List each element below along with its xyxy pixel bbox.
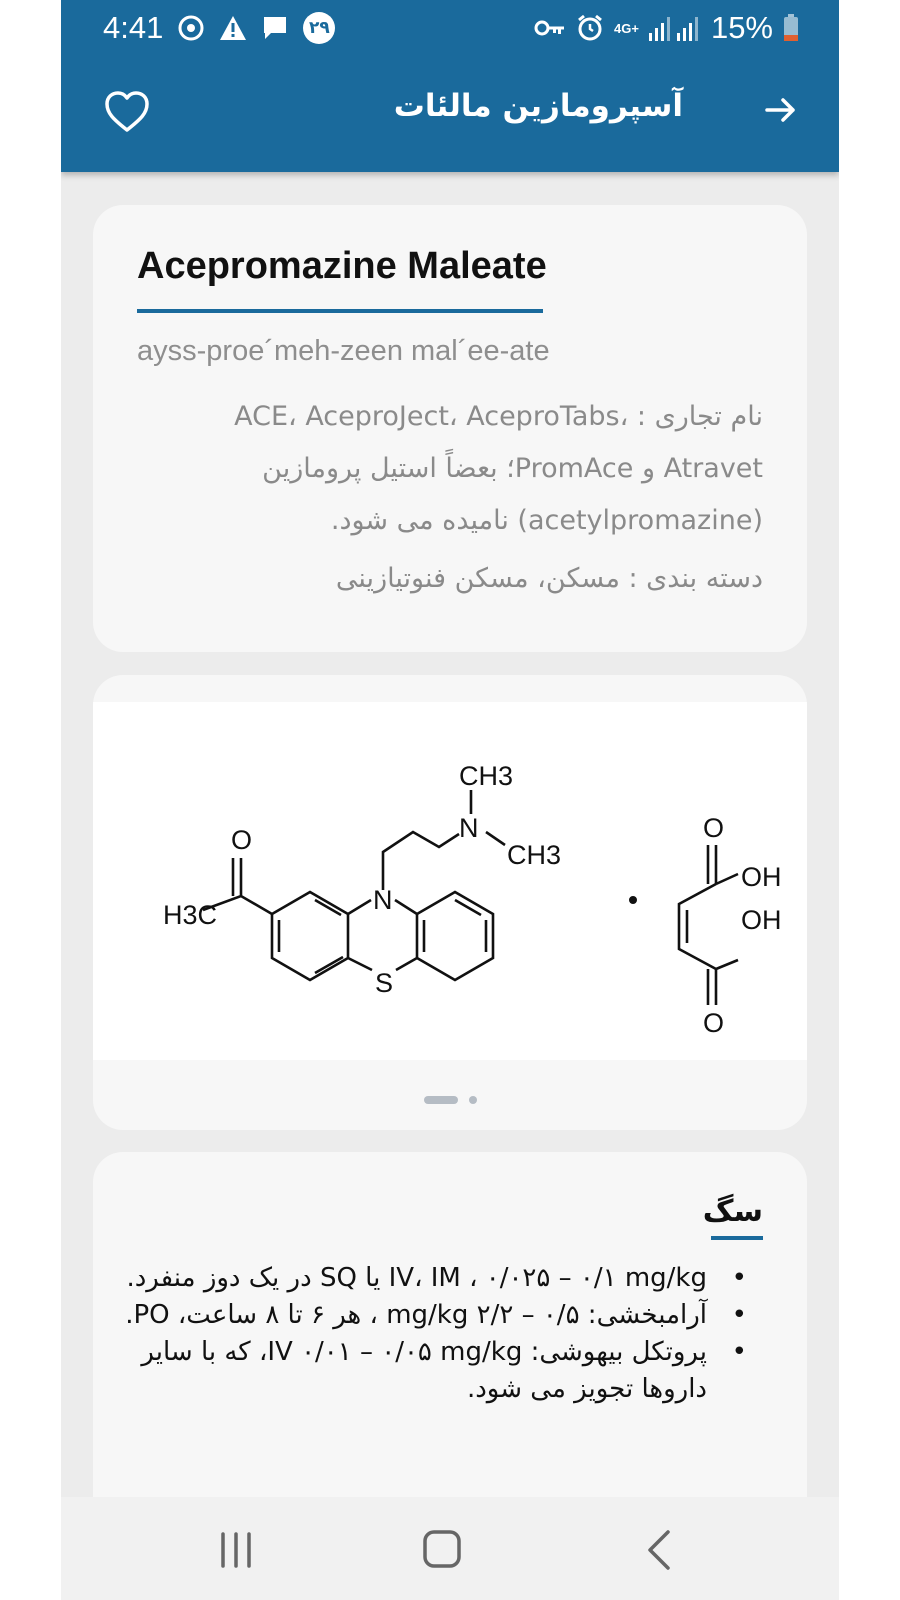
page-title: آسپرومازین مالئات xyxy=(393,88,683,124)
indicator-active[interactable] xyxy=(424,1096,458,1104)
battery-percent: 15% xyxy=(710,10,773,45)
label-ch3-top: CH3 xyxy=(459,761,514,791)
label-ch3-right: CH3 xyxy=(507,840,562,870)
label-h3c: H3C xyxy=(163,900,218,930)
carousel-indicator[interactable] xyxy=(93,1093,807,1105)
app-screen xyxy=(61,0,839,1600)
label-o-ketone: O xyxy=(231,825,253,855)
warning-icon xyxy=(219,15,247,41)
system-nav-bar xyxy=(61,1497,839,1600)
label-n-amine: N xyxy=(459,813,479,843)
status-bar-left xyxy=(103,8,335,48)
dose-list xyxy=(107,1260,763,1408)
label-n-ring: N xyxy=(373,885,393,915)
notification-badge: ۲۹ xyxy=(303,12,335,44)
pronunciation: ayss-proe´meh-zeen mal´ee-ate xyxy=(137,335,550,367)
arrow-right-icon[interactable] xyxy=(761,90,801,130)
indicator-inactive[interactable] xyxy=(469,1096,477,1104)
signal-icon xyxy=(649,15,701,41)
chemical-structure-image[interactable] xyxy=(93,702,807,1060)
network-type: 4G+ xyxy=(614,20,639,36)
battery-icon xyxy=(783,14,799,42)
trade-names: نام تجاری : ACE، AceproJect، AceproTabs، Atravet و PromAce؛ بعضاً استیل پرومازین (acetylpromazine) نامیده می شود. xyxy=(234,401,763,536)
status-time: 4:41 xyxy=(103,10,164,45)
drug-name: Acepromazine Maleate xyxy=(137,245,547,287)
alarm-icon xyxy=(576,14,604,42)
label-s-ring: S xyxy=(375,968,394,998)
dose-item: • IV، IM ، ۰/۰۲۵ – ۰/۱ mg/kg یا SQ در یک دوز منفرد. xyxy=(107,1260,707,1297)
drug-category: دسته بندی : مسکن، مسکن فنوتیازینی xyxy=(335,563,763,594)
label-o-top: O xyxy=(703,813,725,843)
structure-card xyxy=(93,675,807,1130)
dose-item: • آرامبخشی: ۰/۵ – ۲/۲ mg/kg ، هر ۶ تا ۸ ساعت، PO. xyxy=(107,1297,707,1334)
home-icon[interactable] xyxy=(417,1527,467,1573)
species-underline xyxy=(711,1236,763,1240)
label-oh-top: OH xyxy=(741,862,782,892)
heart-outline-icon[interactable] xyxy=(103,88,151,136)
recent-apps-icon[interactable] xyxy=(211,1527,261,1573)
message-icon xyxy=(261,14,289,42)
label-o-bottom: O xyxy=(703,1008,725,1038)
sync-icon xyxy=(177,14,205,42)
dose-item: • پروتکل بیهوشی: IV ۰/۰۱ – ۰/۰۵ mg/kg، که با سایر داروها تجویز می شود. xyxy=(107,1334,707,1408)
drug-info-card xyxy=(93,205,807,652)
status-bar-right xyxy=(534,8,799,48)
species-heading: سگ xyxy=(702,1194,763,1229)
structure-drawing xyxy=(93,702,807,1060)
title-underline xyxy=(137,309,543,313)
app-bar xyxy=(61,0,839,172)
back-nav-icon[interactable] xyxy=(635,1527,685,1573)
label-oh-bottom: OH xyxy=(741,905,782,935)
key-icon xyxy=(534,17,566,39)
